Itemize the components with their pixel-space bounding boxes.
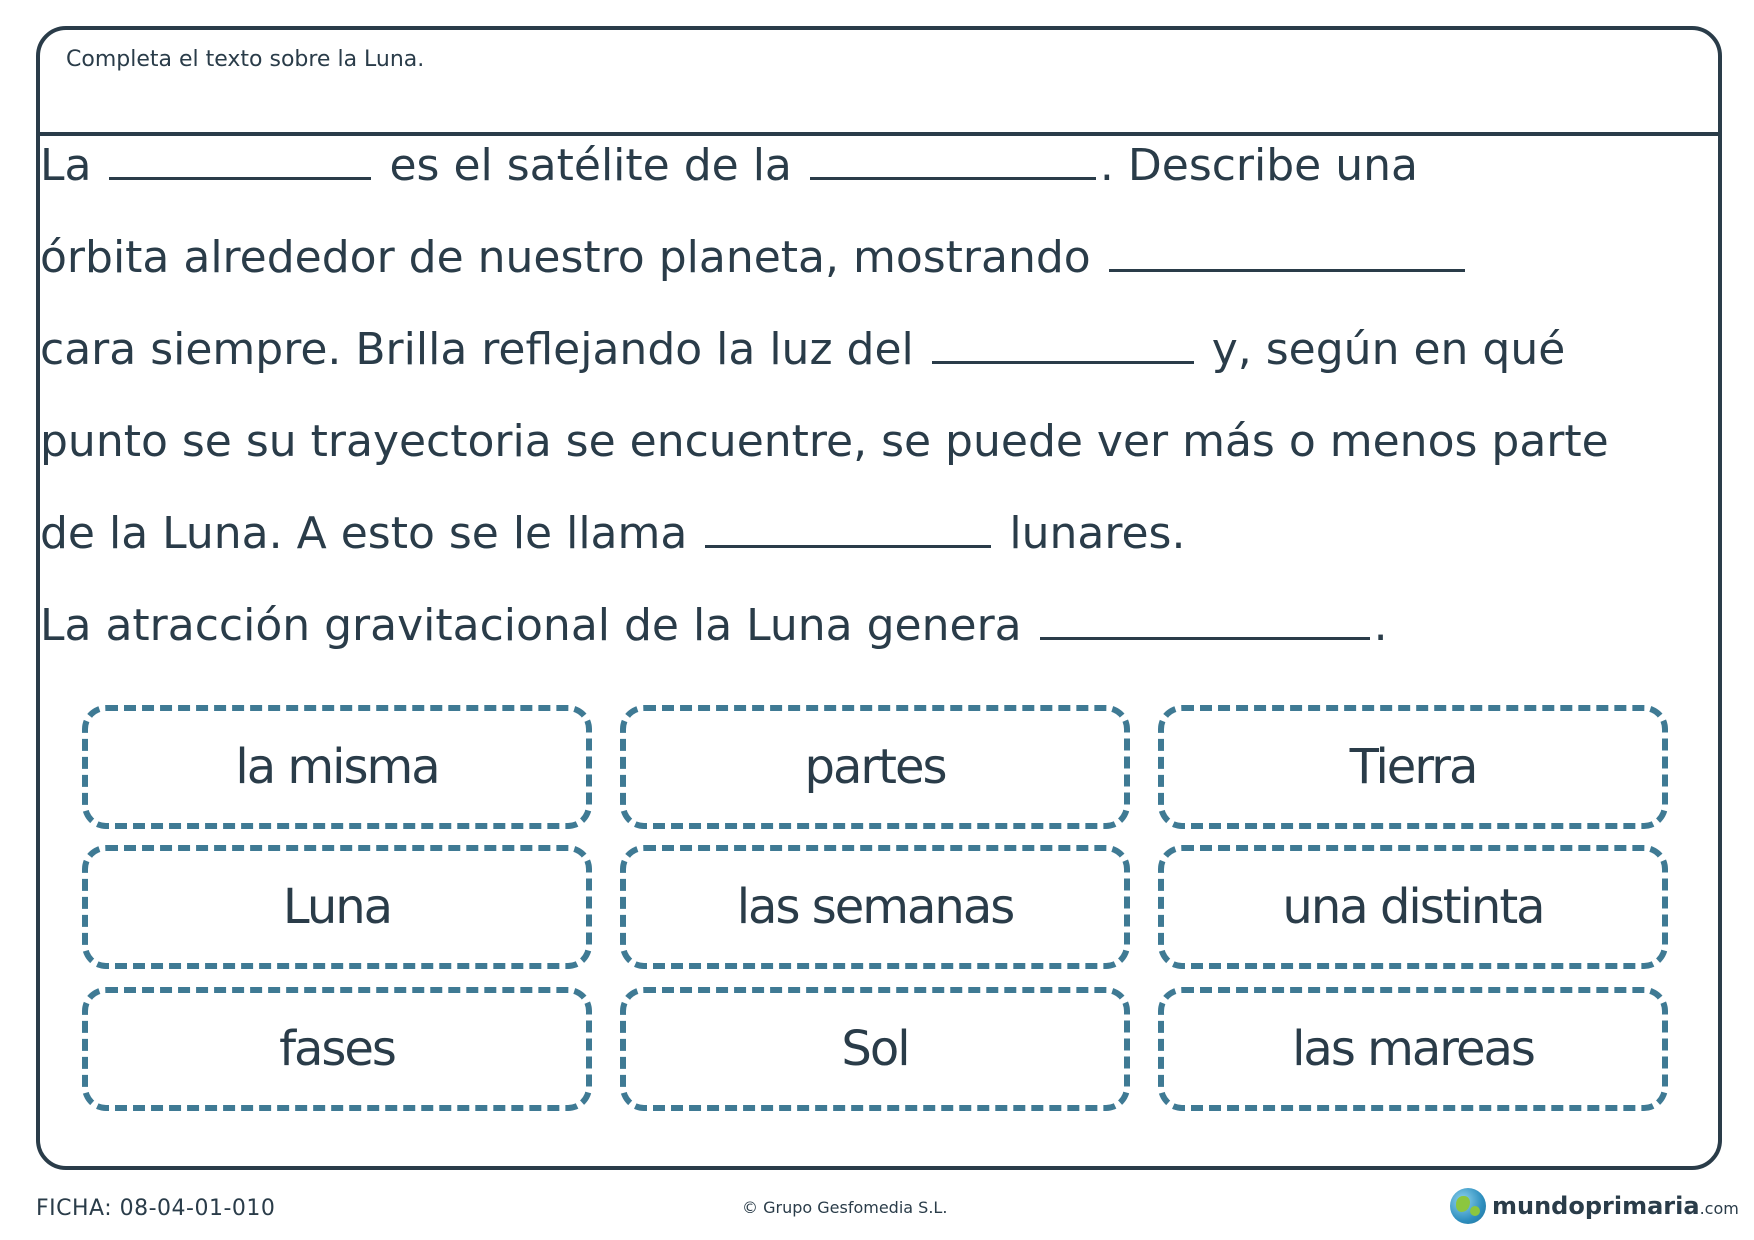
text-line-5: [40, 488, 1660, 580]
word-card[interactable]: [82, 705, 592, 829]
word-card[interactable]: [620, 705, 1130, 829]
blank-1[interactable]: [109, 141, 371, 180]
site-logo[interactable]: [1450, 1188, 1739, 1224]
word-bank: [46, 705, 1646, 1115]
blank-6[interactable]: [1040, 601, 1370, 640]
blank-4[interactable]: [932, 325, 1194, 364]
word-card-label: Luna: [282, 879, 392, 935]
text-segment: y, según en qué: [1211, 324, 1566, 375]
globe-icon: [1450, 1188, 1486, 1224]
text-line-2: [40, 212, 1660, 304]
text-segment: La: [40, 140, 92, 191]
text-segment: órbita alrededor de nuestro planeta, mostrando: [40, 232, 1091, 283]
logo-tld: .com: [1699, 1199, 1739, 1218]
text-segment: .: [1373, 600, 1388, 651]
word-card[interactable]: [82, 987, 592, 1111]
word-card[interactable]: [1158, 987, 1668, 1111]
blank-3[interactable]: [1109, 233, 1465, 272]
text-segment: lunares.: [1009, 508, 1186, 559]
worksheet-code: FICHA: 08-04-01-010: [36, 1196, 276, 1221]
text-segment: punto se su trayectoria se encuentre, se puede ver más o menos parte: [40, 416, 1609, 467]
word-card-label: las mareas: [1292, 1021, 1534, 1077]
word-card[interactable]: [1158, 845, 1668, 969]
text-line-3: [40, 304, 1660, 396]
word-card-label: las semanas: [736, 879, 1014, 935]
word-card-label: la misma: [235, 739, 439, 795]
copyright-notice: © Grupo Gesfomedia S.L.: [742, 1198, 948, 1217]
word-card[interactable]: [1158, 705, 1668, 829]
logo-text: [1492, 1192, 1739, 1220]
text-segment: . Describe una: [1099, 140, 1418, 191]
word-card-label: una distinta: [1282, 879, 1544, 935]
word-card-label: Tierra: [1349, 739, 1477, 795]
text-segment: de la Luna. A esto se le llama: [40, 508, 688, 559]
text-line-6: [40, 580, 1660, 672]
word-card[interactable]: [82, 845, 592, 969]
blank-5[interactable]: [705, 509, 991, 548]
blank-2[interactable]: [810, 141, 1096, 180]
text-segment: La atracción gravitacional de la Luna genera: [40, 600, 1022, 651]
word-card-label: fases: [279, 1021, 395, 1077]
word-card-label: partes: [804, 739, 946, 795]
instruction-text: Completa el texto sobre la Luna.: [66, 47, 425, 72]
text-segment: cara siempre. Brilla reflejando la luz del: [40, 324, 914, 375]
text-line-1: [40, 120, 1660, 212]
word-card-label: Sol: [841, 1021, 909, 1077]
text-segment: es el satélite de la: [389, 140, 792, 191]
word-card[interactable]: [620, 987, 1130, 1111]
cloze-text: [40, 120, 1660, 672]
word-card[interactable]: [620, 845, 1130, 969]
logo-name: mundoprimaria: [1492, 1192, 1700, 1220]
text-line-4: [40, 396, 1660, 488]
